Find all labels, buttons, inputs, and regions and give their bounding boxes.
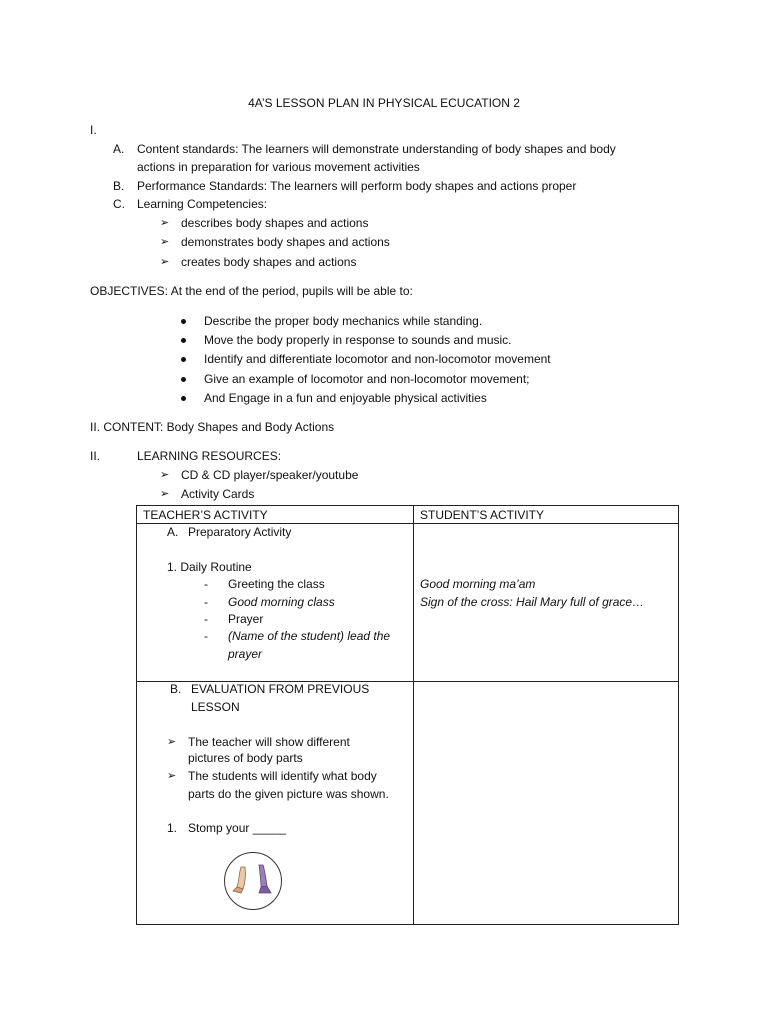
page-title: 4A’S LESSON PLAN IN PHYSICAL ECUCATION 2 <box>248 96 520 110</box>
evaluation-item-cont: parts do the given picture was shown. <box>188 787 389 801</box>
question-number: 1. <box>167 821 178 835</box>
item-letter-b: B. <box>113 179 125 193</box>
section-letter-b: B. <box>170 682 182 696</box>
evaluation-item: The students will identify what body <box>188 769 377 783</box>
evaluation-heading-line2: LESSON <box>191 700 240 714</box>
arrow-bullet-icon: ➢ <box>167 770 177 782</box>
objective-item: And Engage in a fun and enjoyable physical activities <box>204 391 487 405</box>
arrow-bullet-icon: ➢ <box>160 217 170 229</box>
resource-item: CD & CD player/speaker/youtube <box>181 468 359 482</box>
activity-table <box>136 505 679 925</box>
content-standards-line2: actions in preparation for various movement activities <box>137 160 420 174</box>
competency-item: demonstrates body shapes and actions <box>181 235 390 249</box>
bullet-icon <box>181 377 186 382</box>
dash-icon: - <box>204 595 208 609</box>
arrow-bullet-icon: ➢ <box>160 236 170 248</box>
arrow-bullet-icon: ➢ <box>160 256 170 268</box>
evaluation-heading-line1: EVALUATION FROM PREVIOUS <box>191 682 370 696</box>
content-standards-line1: Content standards: The learners will demonstrate understanding of body shapes and body <box>137 142 616 156</box>
routine-item: Good morning class <box>228 595 335 609</box>
student-response: Good morning ma’am <box>420 577 536 591</box>
learning-competencies: Learning Competencies: <box>137 197 268 211</box>
resource-item: Activity Cards <box>181 487 255 501</box>
evaluation-item: The teacher will show different <box>188 735 350 749</box>
question-text: Stomp your _____ <box>188 821 287 835</box>
performance-standards: Performance Standards: The learners will perform body shapes and actions proper <box>137 179 577 193</box>
routine-item: (Name of the student) lead the <box>228 629 391 643</box>
bullet-icon <box>181 396 186 401</box>
bullet-icon <box>181 338 186 343</box>
objective-item: Give an example of locomotor and non-locomotor movement; <box>204 372 530 386</box>
arrow-bullet-icon: ➢ <box>160 469 170 481</box>
objective-item: Identify and differentiate locomotor and non-locomotor movement <box>204 352 551 366</box>
routine-item: Greeting the class <box>228 577 325 591</box>
routine-item: prayer <box>228 647 263 661</box>
student-response: Sign of the cross: Hail Mary full of grace… <box>420 595 645 609</box>
teacher-activity-header: TEACHER’S ACTIVITY <box>143 508 268 522</box>
objective-item: Move the body properly in response to sounds and music. <box>204 333 512 347</box>
feet-picture-icon <box>224 852 282 910</box>
arrow-bullet-icon: ➢ <box>167 736 177 748</box>
bullet-icon <box>181 357 186 362</box>
section-numeral: I. <box>90 123 97 137</box>
preparatory-activity: Preparatory Activity <box>188 525 292 539</box>
daily-routine: 1. Daily Routine <box>167 560 252 574</box>
item-letter-c: C. <box>113 197 125 211</box>
resources-heading: LEARNING RESOURCES: <box>137 449 282 463</box>
resources-numeral: II. <box>90 449 101 463</box>
student-activity-header: STUDENT’S ACTIVITY <box>420 508 545 522</box>
table-column-divider <box>413 506 414 924</box>
competency-item: creates body shapes and actions <box>181 255 357 269</box>
arrow-bullet-icon: ➢ <box>160 488 170 500</box>
dash-icon: - <box>204 629 208 643</box>
objectives-heading: OBJECTIVES: At the end of the period, pupils will be able to: <box>90 284 413 298</box>
dash-icon: - <box>204 577 208 591</box>
competency-item: describes body shapes and actions <box>181 216 369 230</box>
item-letter-a: A. <box>113 142 125 156</box>
content-heading: II. CONTENT: Body Shapes and Body Actions <box>90 420 335 434</box>
objective-item: Describe the proper body mechanics while standing. <box>204 314 483 328</box>
section-letter-a: A. <box>167 525 179 539</box>
dash-icon: - <box>204 612 208 626</box>
evaluation-item-cont: pictures of body parts <box>188 751 303 765</box>
bullet-icon <box>181 319 186 324</box>
routine-item: Prayer <box>228 612 264 626</box>
